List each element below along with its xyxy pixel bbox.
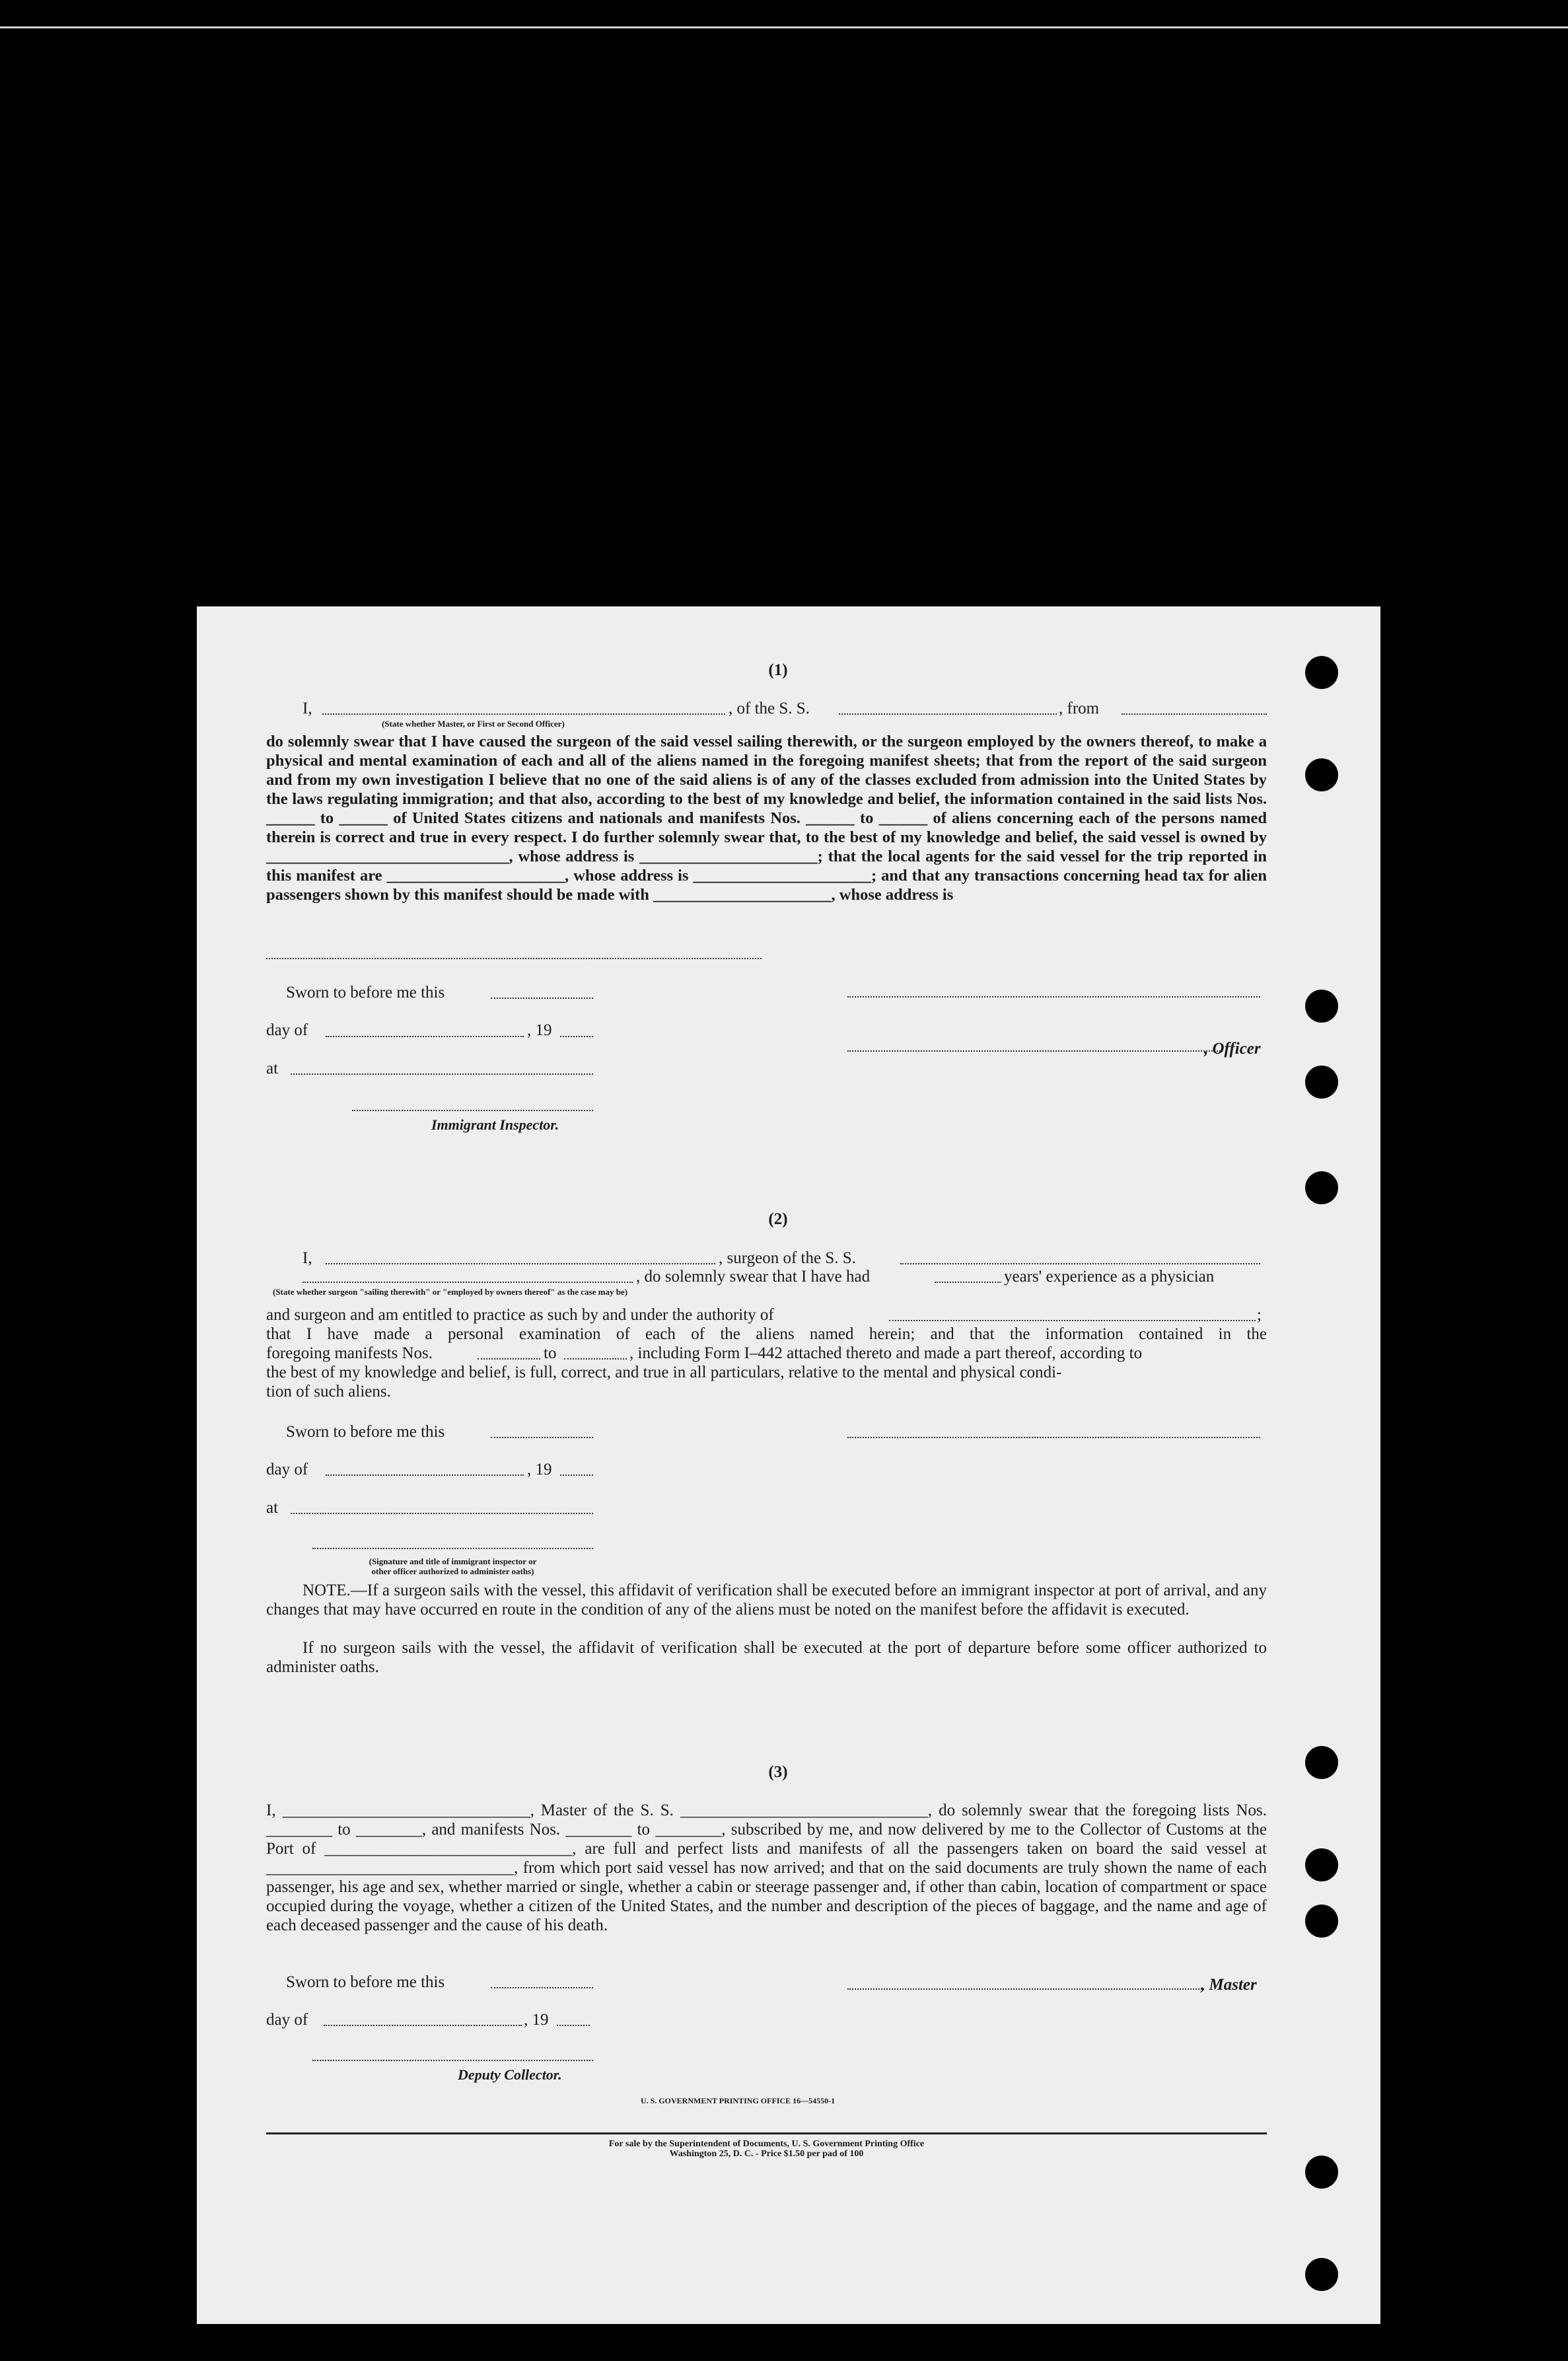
binder-hole bbox=[1305, 1848, 1338, 1881]
s2-note-paragraph: NOTE.—If a surgeon sails with the vessel, this affidavit of verification shall be executed before an immigrant inspector at port of arrival, and any changes that may have occurred en route in the condition of any of the aliens must be noted on the manifest before the affidavit is executed. bbox=[266, 1581, 1267, 1618]
s1-month-field[interactable] bbox=[326, 1036, 524, 1037]
s1-oath-body: do solemnly swear that I have caused the surgeon of the said vessel sailing therewith, or the surgeon employed by the owners thereof, to make a physical and mental examination of each and all of the aliens named in the foregoing manifest sheets; that from the report of the said surgeon and from my own investigation I believe that no one of the said aliens is of any of the classes excluded from admission into the United States by the laws regulating immigration; and that also, according to the best of my knowledge and belief, the information contained in the said lists Nos. ______ to ______ of United States citizens and nationals and manifests Nos. ______ to ______ of aliens concerning each of the persons named therein is correct and true in every respect. I do further solemnly swear that, to the best of my knowledge and belief, the said vessel is owned by ______________________________, whose address is ______________________; that the local agents for the said vessel for the trip reported in this manifest are ______________________, whose address is ______________________; and that any transactions concerning head tax for alien passengers shown by this manifest should be made with ______________________, whose address is bbox=[266, 733, 1267, 904]
s2-manifest-to-field[interactable] bbox=[564, 1358, 627, 1360]
s2-vessel-field[interactable] bbox=[900, 1263, 1260, 1264]
binder-hole bbox=[1305, 1171, 1338, 1204]
s2-at-label: at bbox=[266, 1499, 279, 1517]
manifest-verification-form bbox=[197, 606, 1380, 2324]
s2-signature-caption-1: (Signature and title of immigrant inspector or bbox=[369, 1556, 537, 1566]
s2-belief-text: the best of my knowledge and belief, is full, correct, and true in all particulars, relative to the mental and physical condi- bbox=[266, 1363, 1062, 1381]
s3-month-field[interactable] bbox=[324, 2025, 522, 2026]
gpo-imprint: U. S. GOVERNMENT PRINTING OFFICE 16—54550-1 bbox=[641, 2096, 836, 2105]
s2-surgeon-name-field[interactable] bbox=[326, 1263, 715, 1264]
s1-dayof-label: day of bbox=[266, 1021, 308, 1039]
s1-signature-field-1[interactable] bbox=[847, 996, 1260, 998]
binder-hole bbox=[1305, 2258, 1338, 2291]
s3-oath-body: I, ______________________________, Master of the S. S. ______________________________, do solemnly swear that the foregoing lists Nos. ________ to ________, and manifests Nos. ________ to ________, subscribed by me, and now delivered by me to the Collector of Customs at the Port of ______________________________, are full and perfect lists and manifests of all the passengers taken on board the said vessel at ______________________________, from which port said vessel has now arrived; and that on the said documents are truly shown the name of each passenger, his age and sex, whether married or single, whether a cabin or steerage passenger and, if other than cabin, location of compartment or space occupied during the voyage, whether a citizen of the United States, and the number and description of the pieces of baggage, and the name and age of each deceased passenger and the cause of his death. bbox=[266, 1801, 1267, 1934]
s1-year-field[interactable] bbox=[560, 1036, 593, 1037]
s1-inspector-signature-field[interactable] bbox=[352, 1110, 593, 1111]
section-1-number: (1) bbox=[768, 661, 788, 679]
binder-hole bbox=[1305, 990, 1338, 1023]
s2-sworn-label: Sworn to before me this bbox=[286, 1423, 445, 1441]
s2-surgeon-note: (State whether surgeon "sailing therewith" or "employed by owners thereof" as the case may be) bbox=[273, 1287, 628, 1297]
s2-sworn-date-field[interactable] bbox=[491, 1437, 593, 1438]
s3-master-signature-field[interactable] bbox=[847, 1988, 1204, 1990]
s2-place-field[interactable] bbox=[291, 1513, 593, 1514]
section-3-number: (3) bbox=[768, 1763, 788, 1781]
s2-manifest-from-field[interactable] bbox=[478, 1358, 540, 1360]
sale-notice-line-2: Washington 25, D. C. - Price $1.50 per pad of 100 bbox=[669, 2149, 864, 2159]
s3-master-label: , Master bbox=[1201, 1976, 1257, 1994]
s2-semicolon: ; bbox=[1257, 1306, 1262, 1324]
from-port-field[interactable] bbox=[1122, 713, 1267, 715]
s1-line1-i: I, bbox=[303, 700, 312, 717]
s2-manifests-label: foregoing manifests Nos. bbox=[266, 1344, 433, 1362]
s2-surgeon-type-field[interactable] bbox=[303, 1282, 633, 1283]
s1-line1-from: , from bbox=[1059, 700, 1100, 717]
binder-hole bbox=[1305, 1905, 1338, 1938]
s3-sworn-label: Sworn to before me this bbox=[286, 1973, 445, 1991]
s1-trailing-line bbox=[266, 958, 762, 959]
s1-inspector-label: Immigrant Inspector. bbox=[431, 1116, 559, 1133]
vessel-name-field[interactable] bbox=[839, 713, 1057, 715]
s1-officer-label: , Officer bbox=[1204, 1040, 1261, 1058]
officer-title-field[interactable] bbox=[322, 713, 725, 715]
s1-place-field[interactable] bbox=[291, 1073, 593, 1075]
footer-rule bbox=[266, 2132, 1267, 2134]
binder-hole bbox=[1305, 2156, 1338, 2189]
s2-signature-caption-2: other officer authorized to administer oaths) bbox=[371, 1566, 534, 1576]
s2-surgeon-of-ss: , surgeon of the S. S. bbox=[719, 1249, 856, 1267]
s2-note-paragraph-2: If no surgeon sails with the vessel, the affidavit of verification shall be executed at the port of departure before some officer authorized to administer oaths. bbox=[266, 1639, 1267, 1676]
s1-year-label: , 19 bbox=[527, 1021, 552, 1039]
binder-hole bbox=[1305, 1746, 1338, 1779]
s1-officer-note: (State whether Master, or First or Second Officer) bbox=[382, 719, 565, 729]
s2-year-field[interactable] bbox=[560, 1474, 593, 1476]
s2-line1-i: I, bbox=[303, 1249, 312, 1267]
s2-years-field[interactable] bbox=[935, 1282, 1001, 1283]
s2-examination-text: that I have made a personal examination of each of the aliens named herein; and that the information contained in the bbox=[266, 1325, 1267, 1343]
s2-inspector-signature-field[interactable] bbox=[312, 1548, 593, 1549]
s1-at-label: at bbox=[266, 1060, 279, 1077]
s1-sworn-label: Sworn to before me this bbox=[286, 984, 445, 1001]
s1-officer-signature-field[interactable] bbox=[847, 1050, 1221, 1052]
s3-sworn-date-field[interactable] bbox=[491, 1987, 593, 1988]
s1-sworn-date-field[interactable] bbox=[491, 998, 593, 999]
s2-condition-text: tion of such aliens. bbox=[266, 1383, 391, 1400]
s1-line1-ss: , of the S. S. bbox=[729, 700, 810, 717]
s3-year-label: , 19 bbox=[524, 2011, 549, 2029]
s2-swear-text: , do solemnly swear that I have had bbox=[636, 1268, 871, 1286]
s3-deputy-label: Deputy Collector. bbox=[458, 2066, 562, 2083]
binder-hole bbox=[1305, 1066, 1338, 1099]
s2-surgeon-signature-field[interactable] bbox=[847, 1437, 1260, 1438]
s3-dayof-label: day of bbox=[266, 2011, 308, 2029]
sale-notice-line-1: For sale by the Superintendent of Documents, U. S. Government Printing Office bbox=[608, 2139, 925, 2149]
top-border-line bbox=[0, 26, 1568, 28]
s2-years-text: years' experience as a physician bbox=[1004, 1268, 1215, 1286]
binder-hole bbox=[1305, 656, 1338, 689]
s2-authority-field[interactable] bbox=[889, 1320, 1256, 1321]
binder-hole bbox=[1305, 758, 1338, 791]
s2-to-label: to bbox=[544, 1344, 557, 1362]
s2-authority-text: and surgeon and am entitled to practice as such by and under the authority of bbox=[266, 1306, 774, 1324]
s2-dayof-label: day of bbox=[266, 1461, 308, 1478]
section-2-number: (2) bbox=[768, 1210, 788, 1228]
s2-including-text: , including Form I–442 attached thereto and made a part thereof, according to bbox=[629, 1344, 1143, 1362]
s3-deputy-signature-field[interactable] bbox=[312, 2060, 593, 2061]
s2-year-label: , 19 bbox=[527, 1461, 552, 1478]
s2-month-field[interactable] bbox=[326, 1474, 524, 1476]
s3-year-field[interactable] bbox=[557, 2025, 590, 2026]
